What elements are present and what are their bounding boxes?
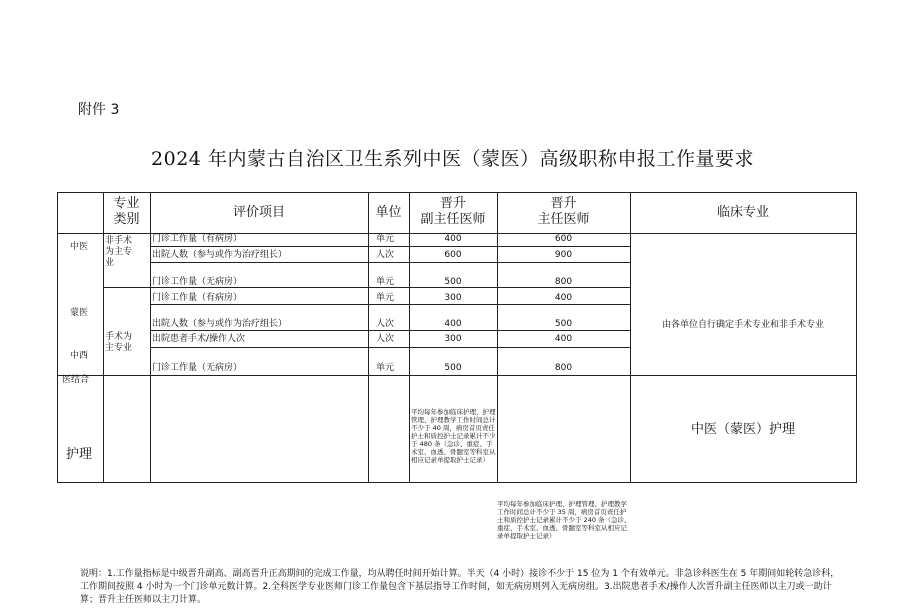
row-unit: 单元 [376,293,395,303]
row-unit: 人次 [376,250,395,260]
subcategory-surgical-line2: 主专业 [105,343,133,353]
row-unit: 人次 [376,334,395,344]
row-item: 出院人数（参与或作为治疗组长） [152,319,288,329]
header-chief-line1: 晋升 [550,196,577,211]
group-label-nursing: 护理 [66,447,93,462]
attachment-label: 附件 3 [78,102,120,118]
row-deputy: 500 [444,277,462,287]
table-left-border [57,192,58,483]
row-chief: 600 [554,234,573,244]
column-divider [630,192,631,483]
subcategory-nonsurgical-line1: 非手术 [105,236,133,246]
row-unit: 单元 [376,234,395,244]
row-chief: 800 [554,277,573,287]
row-unit: 单元 [376,363,395,373]
row-divider [150,330,630,331]
row-deputy: 300 [444,293,462,303]
nursing-chief-requirement: 平均每年参加临床护理、护理管理、护理教学工作时间总计不少于 35 周，病房首页责任护士和质控护士记录累计不少于 240 条（急诊、重症、手术室、血透、骨髓室等科室从相应记录单提取护士记录） [497,500,631,540]
column-divider [150,192,151,483]
group-label-integrated-2: 医结合 [62,375,90,385]
group-label-tcm: 中医 [70,242,89,252]
header-item: 评价项目 [232,205,285,220]
column-divider [103,192,104,483]
subcategory-nonsurgical [105,236,132,269]
row-chief: 400 [554,334,573,344]
footnote: 说明：1.工作量指标是中级晋升副高、副高晋升正高期间的完成工作量，均从聘任时间开始计算。半天（4 小时）接诊不少于 15 位为 1 个有效单元。非急诊科医生在 5 年期间如轮转急诊科，工作期间按照 4 小时为一个门诊单元数计算。2.全科医学专业医师门诊工作量包含下基层指导工作时间，如无病房则列入无病房组。3.出院患者手术/操作人次晋升副主任医师以主刀或一助计算；晋升主任医师以主刀计算。 [80,569,840,605]
table-right-border [856,192,857,483]
header-unit: 单位 [375,205,402,220]
header-category-line1: 专业 [113,196,140,211]
subcategory-surgical [105,332,132,354]
row-chief: 900 [554,250,573,260]
group-label-integrated: 中西 [70,351,89,361]
row-divider [150,347,630,348]
header-deputy-line1: 晋升 [439,196,466,211]
table-top-border [57,192,856,193]
row-item: 门诊工作量（无病房） [152,277,243,287]
row-chief: 400 [554,293,573,303]
subcategory-nonsurgical-line2: 为主专 [105,247,133,257]
page-title: 2024 年内蒙古自治区卫生系列中医（蒙医）高级职称申报工作量要求 [151,148,754,170]
column-divider [368,192,369,483]
section-divider [57,375,856,376]
row-chief: 500 [554,319,573,329]
row-item: 出院人数（参与或作为治疗组长） [152,250,288,260]
header-clinical: 临床专业 [716,205,769,220]
row-item: 门诊工作量（有病房） [152,234,243,244]
subcategory-nonsurgical-line3: 业 [105,258,115,268]
header-chief-line2: 主任医师 [537,212,590,227]
row-divider [150,262,630,263]
row-deputy: 600 [444,250,462,260]
row-item: 出院患者手术/操作人次 [152,334,246,344]
header-deputy-line2: 副主任医师 [420,212,486,227]
row-item: 门诊工作量（有病房） [152,293,243,303]
header-deputy [409,196,497,228]
table-bottom-border [57,482,856,483]
nursing-deputy-requirement: 平均每年参加临床护理、护理管理、护理教学工作时间总计不少于 40 周，病房首页责任护士和质控护士记录累计不少于 480 条（急诊、重症、手术室、血透、骨髓室等科室从相应记录单提取护士记录） [411,408,496,464]
header-category [103,196,150,228]
row-divider [150,246,630,247]
row-deputy: 500 [444,363,462,373]
row-item: 门诊工作量（无病房） [152,363,243,373]
subcategory-surgical-line1: 手术为 [105,332,133,342]
row-unit: 单元 [376,277,395,287]
row-divider [150,304,630,305]
row-deputy: 300 [444,334,462,344]
header-chief [497,196,630,228]
group-label-mongolian: 蒙医 [70,308,89,318]
header-category-line2: 类别 [113,212,140,227]
clinical-note: 由各单位自行确定手术专业和非手术专业 [661,320,824,330]
row-deputy: 400 [444,319,462,329]
row-unit: 人次 [376,319,395,329]
row-chief: 800 [554,363,573,373]
nursing-clinical: 中医（蒙医）护理 [690,422,795,437]
row-deputy: 400 [444,234,462,244]
